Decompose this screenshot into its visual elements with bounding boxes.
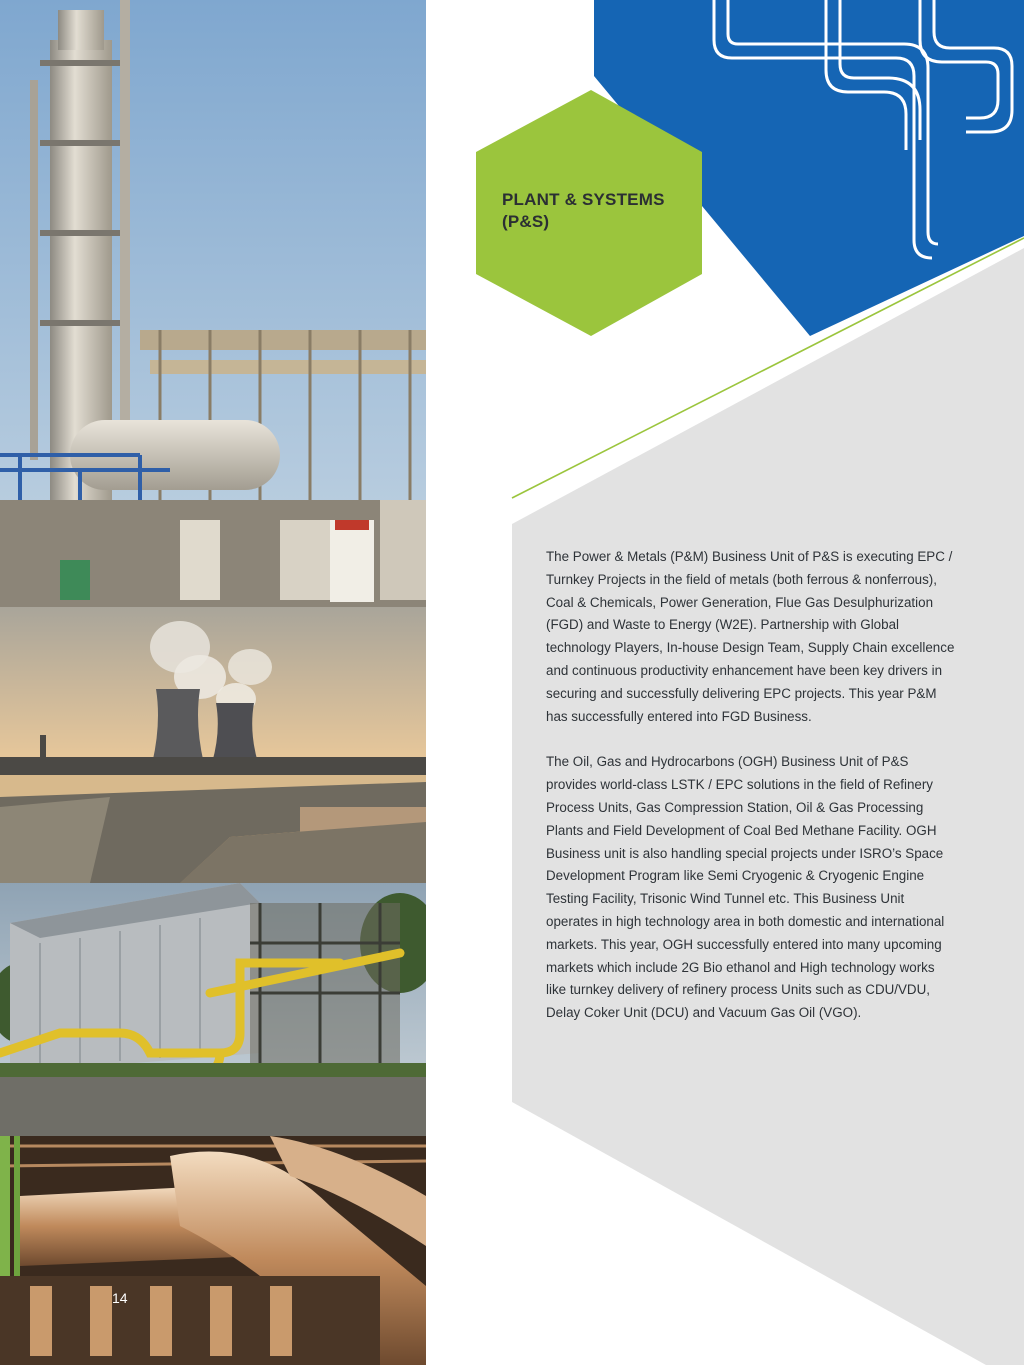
photo-column bbox=[0, 0, 426, 1365]
cooling-towers-photo bbox=[0, 607, 426, 883]
refinery-tower-photo bbox=[0, 0, 426, 607]
body-text bbox=[546, 546, 956, 1048]
metal-ducts-photo bbox=[0, 1136, 426, 1365]
paragraph-oil-gas: The Oil, Gas and Hydrocarbons (OGH) Business Unit of P&S provides world-class LSTK / EPC solutions in the field of Refinery Process Units, Gas Compression Station, Oil & Gas Processing Plants and Field Development of Coal Bed Methane Facility. OGH Business unit is also handling special projects under ISRO’s Space Development Program like Semi Cryogenic & Cryogenic Engine Testing Facility, Trisonic Wind Tunnel etc. This Business Unit operates in high technology area in both domestic and international markets. This year, OGH successfully entered into many upcoming markets which include 2G Bio ethanol and High technology works like turnkey delivery of refinery process Units such as CDU/VDU, Delay Coker Unit (DCU) and Vacuum Gas Oil (VGO). bbox=[546, 754, 945, 1021]
section-title-line2: (P&S) bbox=[502, 212, 550, 231]
section-title-line1: PLANT & SYSTEMS bbox=[502, 190, 665, 209]
page-number: 14 bbox=[112, 1290, 128, 1306]
paragraph-power-metals: The Power & Metals (P&M) Business Unit of P&S is executing EPC / Turnkey Projects in the field of metals (both ferrous & nonferrous), Coal & Chemicals, Power Generation, Flue Gas Desulphurization (FGD) and Waste to Energy (W2E). Partnership with Global technology Players, In-house Design Team, Supply Chain excellence and continuous productivity enhancement have been key drivers in securing and successfully delivering EPC projects. This year P&M has successfully entered into FGD Business. bbox=[546, 549, 955, 724]
section-title bbox=[502, 189, 702, 233]
yellow-pipeline-photo bbox=[0, 883, 426, 1136]
